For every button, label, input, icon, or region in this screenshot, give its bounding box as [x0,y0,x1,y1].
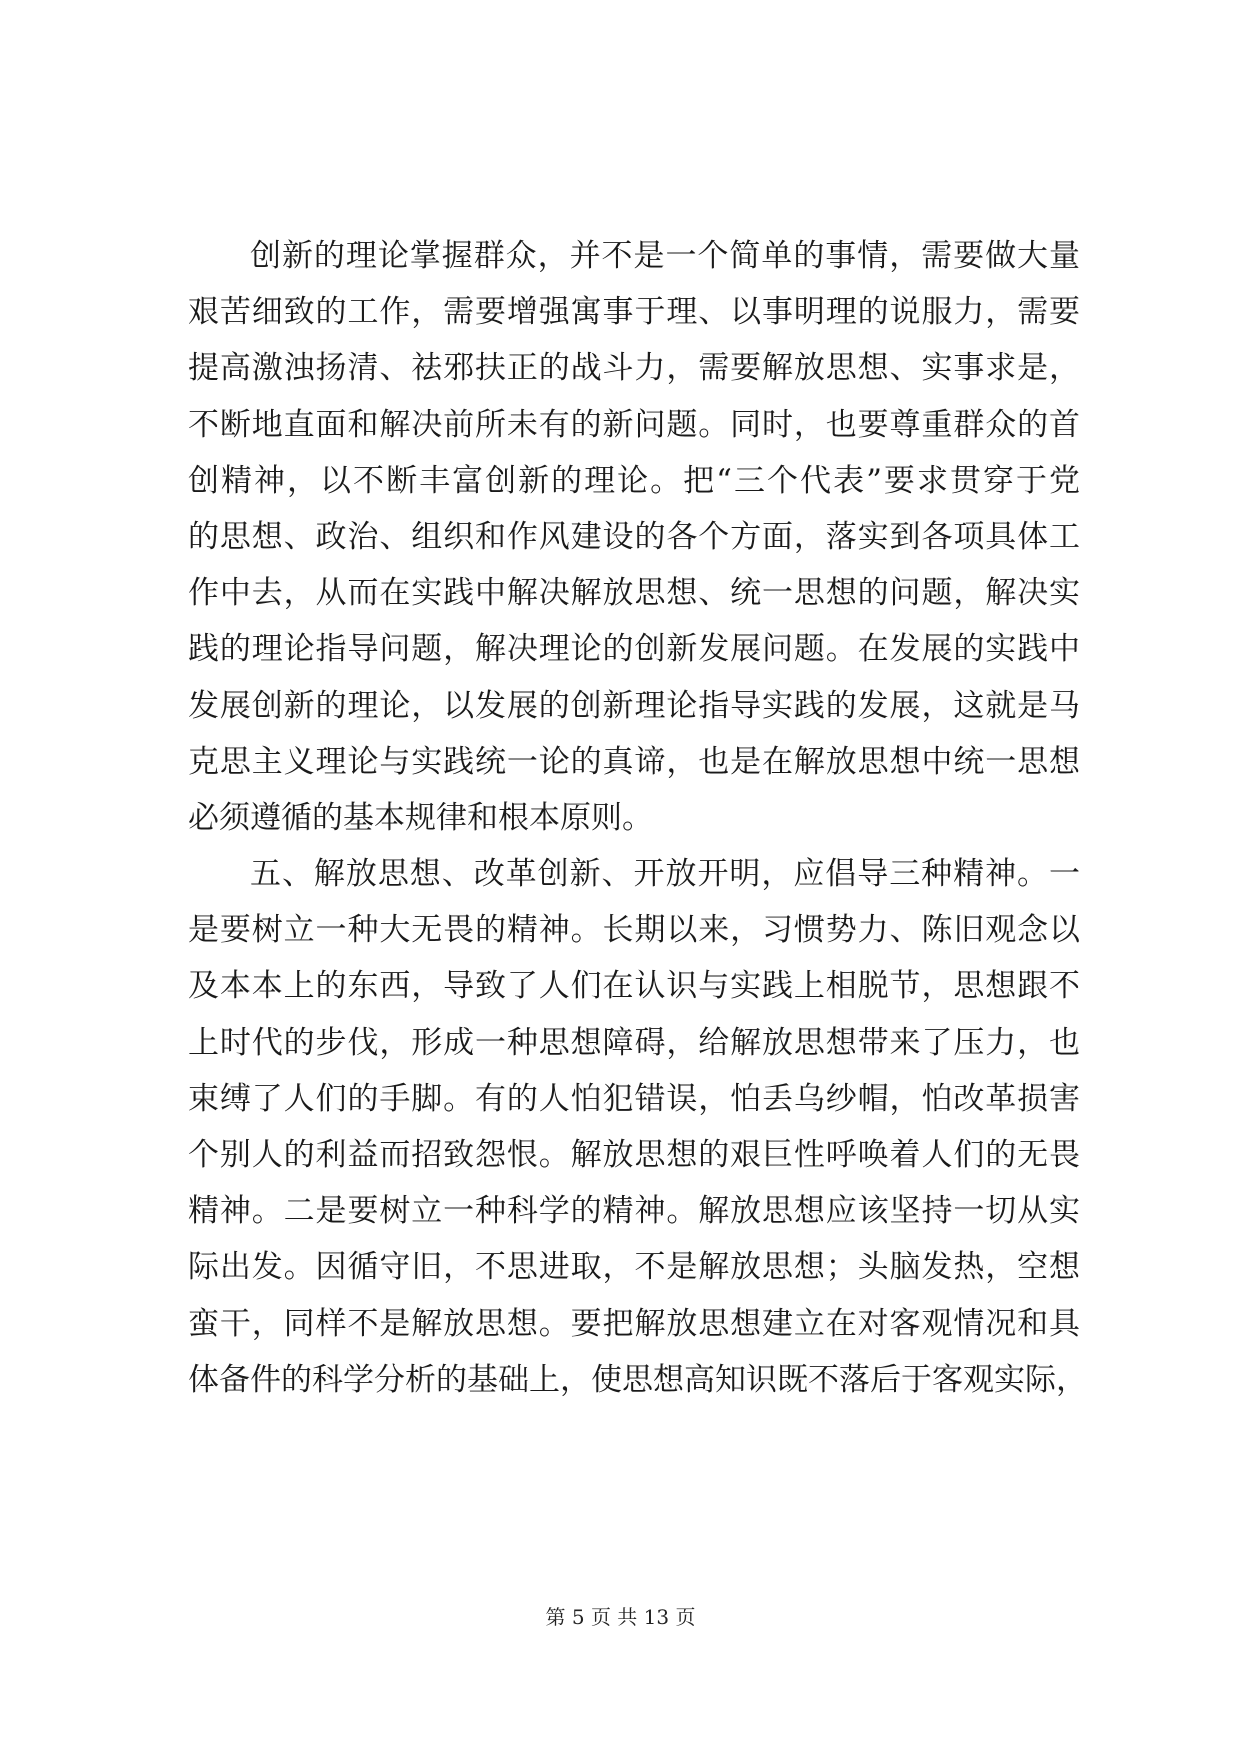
document-body [188,228,1087,1408]
text-line: 作中去，从而在实践中解决解放思想、统一思想的问题，解决实 [188,575,1080,612]
text-line: 提高激浊扬清、祛邪扶正的战斗力，需要解放思想、实事求是， [188,350,1080,387]
text-line: 发展创新的理论，以发展的创新理论指导实践的发展，这就是马 [188,687,1080,724]
text-line: 必须遵循的基本规律和根本原则。 [188,799,653,836]
text-line: 体备件的科学分析的基础上，使思想高知识既不落后于客观实际， [188,1361,1087,1398]
text-line: 的思想、政治、组织和作风建设的各个方面，落实到各项具体工 [188,518,1080,555]
text-line: 上时代的步伐，形成一种思想障碍，给解放思想带来了压力，也 [188,1024,1080,1061]
text-line: 克思主义理论与实践统一论的真谛，也是在解放思想中统一思想 [188,743,1080,780]
text-line: 创精神，以不断丰富创新的理论。把“三个代表”要求贯穿于党 [188,462,1080,499]
text-line: 精神。二是要树立一种科学的精神。解放思想应该坚持一切从实 [188,1193,1080,1230]
text-line: 践的理论指导问题，解决理论的创新发展问题。在发展的实践中 [188,631,1080,668]
text-line: 创新的理论掌握群众，并不是一个简单的事情，需要做大量 [250,238,1080,274]
text-line: 不断地直面和解决前所未有的新问题。同时，也要尊重群众的首 [188,406,1080,443]
paragraph-1 [188,228,1080,846]
text-line: 及本本上的东西，导致了人们在认识与实践上相脱节，思想跟不 [188,968,1080,1005]
text-line: 际出发。因循守旧，不思进取，不是解放思想；头脑发热，空想 [188,1249,1080,1286]
text-line: 个别人的利益而招致怨恨。解放思想的艰巨性呼唤着人们的无畏 [188,1137,1080,1173]
text-line: 是要树立一种大无畏的精神。长期以来，习惯势力、陈旧观念以 [188,912,1080,949]
text-line: 五、解放思想、改革创新、开放开明，应倡导三种精神。一 [250,856,1080,893]
paragraph-2 [188,846,1087,1408]
text-line: 束缚了人们的手脚。有的人怕犯错误，怕丢乌纱帽，怕改革损害 [188,1080,1080,1117]
text-line: 艰苦细致的工作，需要增强寓事于理、以事明理的说服力，需要 [188,294,1080,331]
text-line: 蛮干，同样不是解放思想。要把解放思想建立在对客观情况和具 [188,1305,1080,1342]
page-footer: 第 5 页 共 13 页 [545,1605,696,1629]
